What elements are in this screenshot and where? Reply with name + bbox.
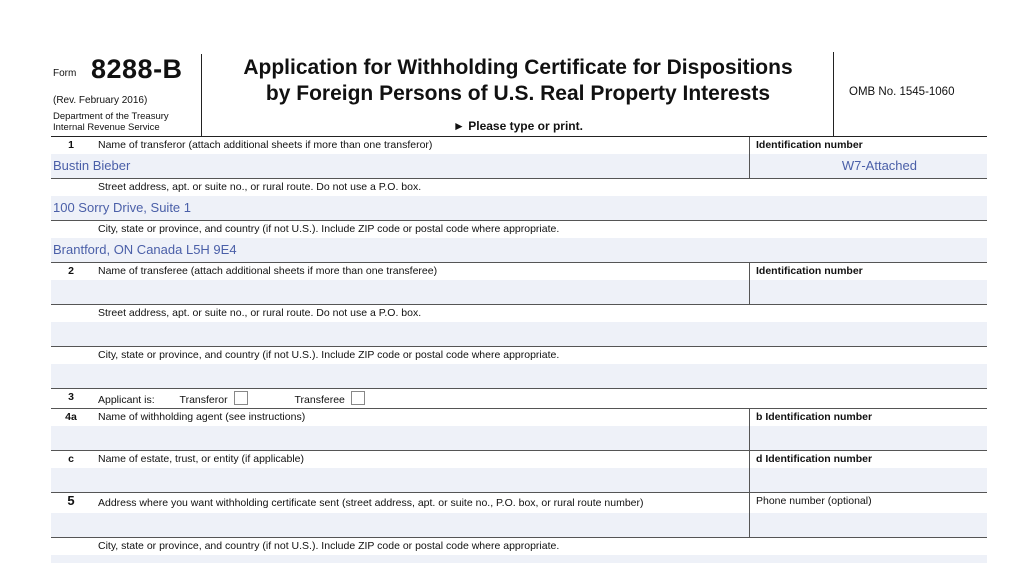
withholding-agent-id-field[interactable] [749,426,987,450]
line4a-num: 4a [65,411,77,423]
title-line1: Application for Withholding Certificate for Dispositions [243,56,793,79]
title-line2: by Foreign Persons of U.S. Real Property Interests [265,82,771,105]
phone-label: Phone number (optional) [756,495,872,507]
transferee-checkbox[interactable] [351,391,365,405]
omb-number: OMB No. 1545-1060 [849,86,955,98]
line2-label: Name of transferee (attach additional sheets if more than one transferee) [98,265,438,277]
transferor-id-value: W7-Attached [841,158,917,173]
dept-line1: Department of the Treasury [53,111,169,122]
dept-line2: Internal Revenue Service [53,122,160,133]
line4c-num: c [68,453,74,465]
form-word: Form [53,68,77,79]
line5-city-row [51,538,987,563]
phone-field[interactable] [749,513,987,537]
line1-city-label: City, state or province, and country (if not U.S.). Include ZIP code or postal code where appropriate. [98,223,560,235]
transferee-option-label: Transferee [294,394,345,406]
line5-label: Address where you want withholding certificate sent (street address, apt. or suite no., P.O. box, or rural route number) [98,497,644,509]
line2-city-label: City, state or province, and country (if not U.S.). Include ZIP code or postal code where appropriate. [98,349,560,361]
estate-id-field[interactable] [749,468,987,492]
line5-row [51,493,987,538]
form-title [203,55,833,107]
transferor-city-field[interactable] [51,238,987,262]
transferee-street-field[interactable] [51,322,987,346]
line2-name-row [51,263,987,305]
department [53,111,169,133]
line2-id-label: Identification number [756,265,863,277]
transferor-name-value: Bustin Bieber [53,158,131,173]
transferor-street-field[interactable] [51,196,987,220]
transferee-id-field[interactable] [749,280,987,304]
line4c-row [51,451,987,493]
transferor-city-value: Brantford, ON Canada L5H 9E4 [53,242,237,257]
line1-num: 1 [68,139,74,151]
line1-street-label: Street address, apt. or suite no., or rural route. Do not use a P.O. box. [98,181,422,193]
form-header [51,52,987,137]
line4a-row [51,409,987,451]
transferor-checkbox[interactable] [234,391,248,405]
line2-num: 2 [68,265,74,277]
transferor-id-field[interactable] [749,154,987,178]
line4c-label: Name of estate, trust, or entity (if applicable) [98,453,305,465]
form-number: 8288-B [91,54,183,84]
form-id-block [53,54,202,136]
form-8288b [51,52,987,563]
line1-city-row [51,221,987,263]
transferor-street-value: 100 Sorry Drive, Suite 1 [53,200,192,215]
line5-num: 5 [67,493,75,508]
line3-row [51,389,987,409]
transferor-option-label: Transferor [179,394,228,406]
line4b-id-label: b Identification number [756,411,873,423]
line4a-label: Name of withholding agent (see instructions) [98,411,306,423]
line2-street-row [51,305,987,347]
omb-block [835,52,987,136]
print-instruction: ► Please type or print. [453,119,583,133]
line1-id-label: Identification number [756,139,863,151]
line1-label: Name of transferor (attach additional sheets if more than one transferor) [98,139,433,151]
line3-label: Applicant is: [98,394,155,406]
form-title-block [203,52,834,136]
certificate-city-field[interactable] [51,555,987,563]
form-revision: (Rev. February 2016) [53,95,148,106]
line2-street-label: Street address, apt. or suite no., or rural route. Do not use a P.O. box. [98,307,422,319]
line5-city-label: City, state or province, and country (if not U.S.). Include ZIP code or postal code where appropriate. [98,540,560,552]
applicant-is [98,391,365,406]
line3-num: 3 [68,391,74,403]
line2-city-row [51,347,987,389]
transferee-city-field[interactable] [51,364,987,388]
line4d-id-label: d Identification number [756,453,873,465]
line1-name-row [51,137,987,179]
line1-street-row [51,179,987,221]
